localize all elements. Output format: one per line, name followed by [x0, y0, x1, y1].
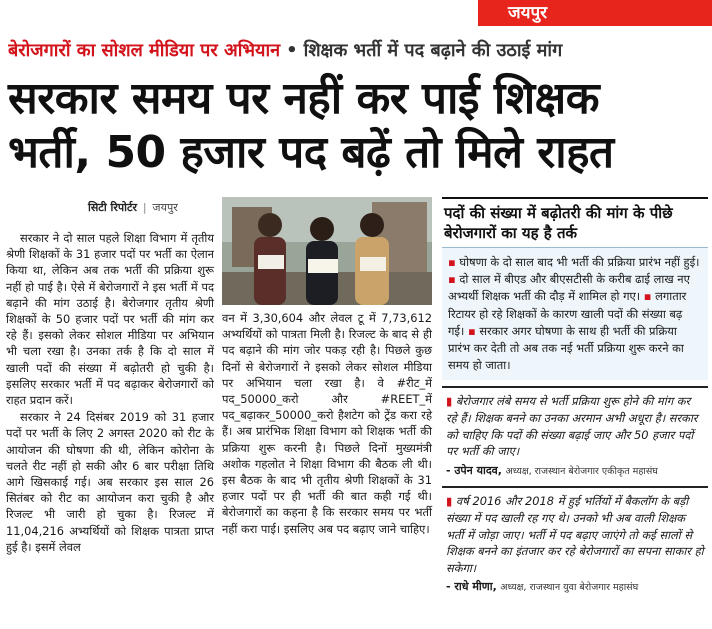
- argument-point: लगातार रिटायर हो रहे शिक्षकों के कारण खाली पदों की संख्या बढ़ गई।: [448, 289, 687, 338]
- quote-author-role: अध्यक्ष, राजस्थान बेरोजगार एकीकृत महासंघ: [505, 465, 658, 477]
- quote-text: वर्ष 2016 और 2018 में हुई भर्तियों में बैकलॉग के बड़ी संख्या में पद खाली रह गए थे। उनको भी अब वाली शिक्षक भर्ती में जोड़ा जाए। भर्ती में पद बढ़ाए जाएंगे तो कई सालों से शिक्षक बनने का इंतजार कर रहे बेरोजगारों का सपना साकार हो सकेगा।: [446, 494, 704, 575]
- article-paragraph: वन में 3,30,604 और लेवल टू में 7,73,612 अभ्यर्थियों को पात्रता मिली है। रिजल्ट के बाद से ही पद बढ़ाने की मांग जोर पकड़ रही है। पिछले कुछ दिनों से बेरोजगारों ने इसको लेकर सोशल मीडिया पर अभियान चला रखा है। वे #रीट_में पद_50000_करो और #REET_में पद_बढ़ाकर_50000_करो हैशटेग को ट्रेंड करा रहे हैं। अब प्रारंभिक शिक्षा विभाग को शिक्षक भर्ती की प्रक्रिया शुरू करनी है। पिछले दिनों मुख्यमंत्री अशोक गहलोत ने शिक्षा विभाग की बैठक ली थी। इस बैठक के बाद भी तृतीय श्रेणी शिक्षकों के 31 हजार पदों पर ही भर्ती की बात कही गई थी। बेरोजगारों का कहना है कि सरकार समय पर भर्ती नहीं करा पाई। इसलिए अब पद बढ़ाए जाने चाहिए।: [222, 311, 432, 536]
- byline-reporter: सिटी रिपोर्टर: [88, 201, 137, 214]
- quote-upen-yadav: [442, 386, 708, 486]
- bullet-square-icon: ▪: [467, 323, 476, 338]
- kicker-campaign: बेरोजगारों का सोशल मीडिया पर अभियान: [8, 40, 281, 61]
- bullet-square-icon: ▪: [448, 272, 456, 287]
- city-tag: जयपुर: [478, 0, 712, 26]
- argument-point: दो साल में बीएड और बीएसटीसी के करीब ढाई लाख नए अभ्यर्थी शिक्षक भर्ती की दौड़ में शामिल हो गए।: [448, 272, 690, 304]
- article-paragraph: सरकार ने 24 दिसंबर 2019 को 31 हजार पदों पर भर्ती के लिए 2 अगस्त 2020 को रीट के आयोजन की घोषणा की थी, लेकिन कोरोना के चलते रीट नहीं हो सकी और 6 बार परीक्षा तिथि आगे खिसकाई गई। अब सरकार इस साल 26 सितंबर को रीट का आयोजन करा चुकी है और रिजल्ट भी जारी हो चुका है। रिजल्ट में 11,04,216 अभ्यर्थियों को शिक्षक पात्रता प्राप्त हुई है। इसमें लेवल: [6, 410, 214, 554]
- argument-point: सरकार अगर घोषणा के साथ ही भर्ती की प्रक्रिया प्रारंभ कर देती तो अब तक नई भर्ती प्रक्रिया शुरू करने का समय हो जाता।: [448, 323, 684, 373]
- quote-author-role: अध्यक्ष, राजस्थान युवा बेरोजगार महासंघ: [500, 582, 639, 594]
- byline-city: जयपुर: [152, 201, 178, 214]
- students-photo-illustration: [222, 197, 432, 305]
- byline: [88, 200, 178, 215]
- sidebar-title: पदों की संख्या में बढ़ोतरी की मांग के पीछे बेरोजगारों का यह है तर्क: [444, 204, 673, 242]
- headline-line-1: सरकार समय पर नहीं कर पाई शिक्षक: [8, 73, 600, 124]
- bullet-square-icon: ▪: [643, 289, 652, 304]
- quote-attribution: [446, 463, 704, 481]
- article-paragraph: सरकार ने दो साल पहले शिक्षा विभाग में तृतीय श्रेणी शिक्षकों के 31 हजार पदों पर भर्ती का ऐलान किया था, लेकिन अब तक भर्ती की प्रक्रिया शुरू नहीं हो पाई है। ऐसे में बेरोजगारों ने इस भर्ती में पद बढ़ाने की मांग उठाई है। बेरोजगार तृतीय श्रेणी शिक्षकों के 50 हजार पदों पर भर्ती की मांग कर रहे हैं। इसको लेकर सोशल मीडिया पर अभियान भी चला रखा है। उनका तर्क है कि दो साल में खाली पदों की संख्या में बढ़ोतरी हो चुकी है। इसलिए सरकार भर्ती में पद बढ़ाकर बेरोजगारों को राहत प्रदान करें।: [6, 231, 214, 408]
- quote-attribution: [446, 579, 704, 597]
- headline: [8, 72, 708, 180]
- students-photo: [222, 197, 432, 305]
- kicker-demand: शिक्षक भर्ती में पद बढ़ाने की उठाई मांग: [303, 40, 563, 61]
- quote-radhe-meena: [442, 486, 708, 603]
- headline-line-2: भर्ती, 50 हजार पद बढ़ें तो मिले राहत: [8, 127, 614, 178]
- sidebar: [442, 197, 708, 625]
- bullet-square-icon: ▪: [448, 255, 456, 269]
- kicker: [8, 36, 708, 66]
- argument-point: घोषणा के दो साल बाद भी भर्ती की प्रक्रिया प्रारंभ नहीं हुई।: [459, 255, 700, 269]
- quote-mark-icon: ▮: [446, 494, 453, 509]
- article-column-2: [222, 310, 432, 538]
- quote-mark-icon: ▮: [446, 394, 453, 409]
- quote-author-name: - उपेन यादव,: [446, 463, 502, 477]
- byline-separator: |: [142, 201, 147, 214]
- article-column-1: [6, 230, 214, 556]
- quote-author-name: - राधे मीणा,: [446, 580, 497, 594]
- sidebar-arguments: [442, 247, 708, 380]
- kicker-bullet: •: [286, 40, 298, 61]
- quote-text: बेरोजगार लंबे समय से भर्ती प्रक्रिया शुरू होने की मांग कर रहे हैं। शिक्षक बनने का उनका अरमान अभी अधूरा है। सरकार को चाहिए कि पदों की संख्या बढ़ाई जाए और 50 हजार पदों पर भर्ती की जाए।: [446, 394, 698, 459]
